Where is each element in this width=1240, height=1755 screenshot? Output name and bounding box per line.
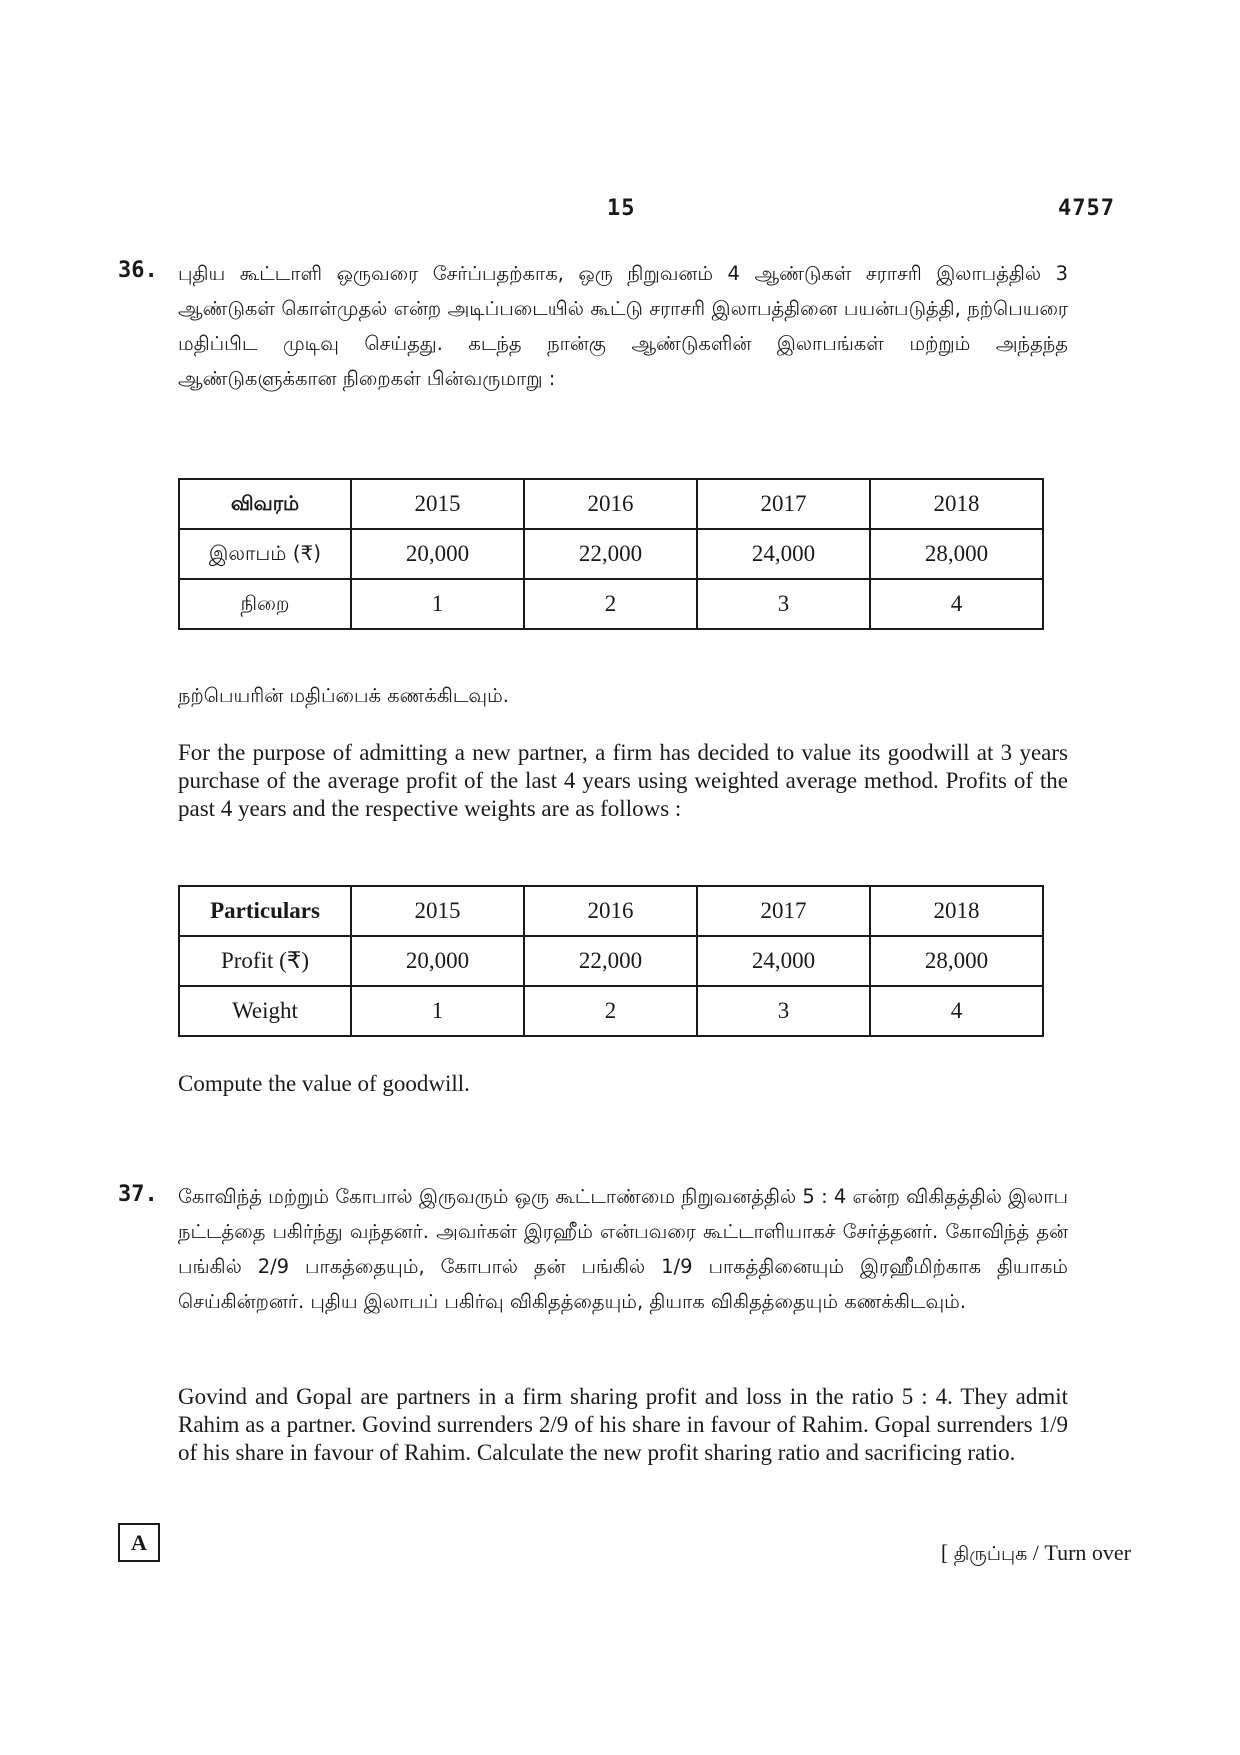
table-row <box>179 886 1043 936</box>
table-row <box>179 479 1043 529</box>
table-cell: 28,000 <box>870 936 1043 986</box>
table-cell: 2016 <box>524 886 697 936</box>
table-cell: 2016 <box>524 479 697 529</box>
table-cell: 2018 <box>870 479 1043 529</box>
question-36-number: 36. <box>118 258 158 283</box>
table-cell: 2 <box>524 986 697 1036</box>
turn-over-english: / Turn over <box>1032 1540 1131 1565</box>
table-row <box>179 529 1043 579</box>
question-37-english-text: Govind and Gopal are partners in a firm sharing profit and loss in the ratio 5 : 4. They admit Rahim as a partner. Govind surrenders 2/9 of his share in favour of Rahim. Gopal surrenders 1/9 of his share in favour of Rahim. Calculate the new profit sharing ratio and sacrificing ratio. <box>178 1384 1068 1465</box>
table-cell: Profit (₹) <box>179 936 351 986</box>
table-cell: 22,000 <box>524 529 697 579</box>
question-36-english-text: For the purpose of admitting a new partner, a firm has decided to value its goodwill at 3 years purchase of the average profit of the last 4 years using weighted average method. Profits of the past 4 years and the respective weights are as follows : <box>178 740 1068 821</box>
table-cell: Weight <box>179 986 351 1036</box>
table-cell: 24,000 <box>697 529 870 579</box>
table-cell: நிறை <box>179 579 351 629</box>
question-36-tamil-text: புதிய கூட்டாளி ஒருவரை சேர்ப்பதற்காக, ஒரு நிறுவனம் 4 ஆண்டுகள் சராசரி இலாபத்தில் 3 ஆண்டுகள் கொள்முதல் என்ற அடிப்படையில் கூட்டு சராசரி இலாபத்தினை பயன்படுத்தி, நற்பெயரை மதிப்பிட முடிவு செய்தது. கடந்த நான்கு ஆண்டுகளின் இலாபங்கள் மற்றும் அந்தந்த ஆண்டுகளுக்கான நிறைகள் பின்வருமாறு : <box>178 262 1068 390</box>
table-row <box>179 936 1043 986</box>
table-cell: 2 <box>524 579 697 629</box>
table-cell: 2017 <box>697 886 870 936</box>
table-cell: 20,000 <box>351 936 524 986</box>
table-cell: 1 <box>351 579 524 629</box>
table-cell: 1 <box>351 986 524 1036</box>
table-cell: 2017 <box>697 479 870 529</box>
table-cell: 28,000 <box>870 529 1043 579</box>
table-row <box>179 986 1043 1036</box>
page-number: 15 <box>607 196 636 221</box>
table-cell: இலாபம் (₹) <box>179 529 351 579</box>
table-cell: 4 <box>870 579 1043 629</box>
question-36-english-instruction: Compute the value of goodwill. <box>178 1071 470 1096</box>
table-cell: 4 <box>870 986 1043 1036</box>
table-cell: 3 <box>697 579 870 629</box>
paper-set-box: A <box>118 1523 160 1562</box>
table-row <box>179 579 1043 629</box>
turn-over-bracket: [ <box>940 1540 949 1565</box>
question-37-number: 37. <box>118 1182 158 1207</box>
table-cell: 2015 <box>351 886 524 936</box>
question-36-tamil-instruction: நற்பெயரின் மதிப்பைக் கணக்கிடவும். <box>178 684 509 707</box>
table-cell: 22,000 <box>524 936 697 986</box>
table-cell: Particulars <box>179 886 351 936</box>
table-cell: 20,000 <box>351 529 524 579</box>
table-cell: 2015 <box>351 479 524 529</box>
table-cell: 2018 <box>870 886 1043 936</box>
table-cell: 24,000 <box>697 936 870 986</box>
question-37-tamil-text: கோவிந்த் மற்றும் கோபால் இருவரும் ஒரு கூட்டாண்மை நிறுவனத்தில் 5 : 4 என்ற விகிதத்தில் இலாப நட்டத்தை பகிர்ந்து வந்தனர். அவர்கள் இரஹீம் என்பவரை கூட்டாளியாகச் சேர்த்தனர். கோவிந்த் தன் பங்கில் 2/9 பாகத்தையும், கோபால் தன் பங்கில் 1/9 பாகத்தினையும் இரஹீமிற்காக தியாகம் செய்கின்றனர். புதிய இலாபப் பகிர்வு விகிதத்தையும், தியாக விகிதத்தையும் கணக்கிடவும். <box>178 1185 1068 1313</box>
question-36-tamil-table <box>178 478 1044 630</box>
table-cell: 3 <box>697 986 870 1036</box>
paper-code: 4757 <box>1058 196 1115 221</box>
table-cell: விவரம் <box>179 479 351 529</box>
turn-over-note <box>941 1540 1131 1568</box>
question-36-english-table <box>178 885 1044 1037</box>
turn-over-tamil: திருப்புக <box>953 1543 1028 1565</box>
